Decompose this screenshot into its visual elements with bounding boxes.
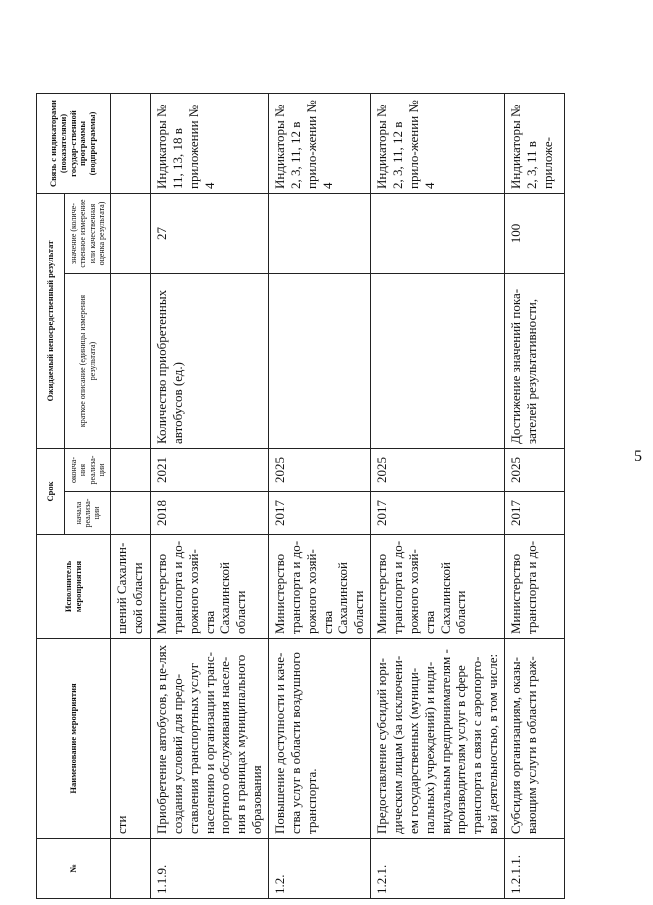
row-name: Повышение доступности и каче-ства услуг в области воздушного транспорта. [269, 639, 371, 839]
row-start: 2018 [151, 492, 269, 535]
row-num: 1.2.1. [371, 839, 505, 899]
row-result-value [371, 194, 505, 274]
row-result-desc [269, 274, 371, 449]
row-result-value: 100 [505, 194, 565, 274]
row-executor: Министерство транспорта и до-рожного хозяй-ства Сахалинской области [269, 535, 371, 639]
row-num [111, 839, 151, 899]
row-result-value: 27 [151, 194, 269, 274]
row-result-value [111, 194, 151, 274]
header-link: Связь с индикаторами (показателями) государ-ственной программы (подпрограммы) [37, 94, 111, 194]
header-term-start: начала реализа-ции [65, 492, 111, 535]
row-result-desc: Количество приобретенных автобусов (ед.) [151, 274, 269, 449]
row-executor: Министерство транспорта и до-рожного хозяй-ства Сахалинской области [371, 535, 505, 639]
table-row [371, 94, 505, 899]
measures-table [36, 93, 565, 899]
row-link [111, 94, 151, 194]
row-start: 2017 [505, 492, 565, 535]
row-num: 1.1.9. [151, 839, 269, 899]
row-name: Предоставление субсидий юри-дическим лицам (за исключени-ем государственных (муници-пальных) учреждений) и инди-видуальным предпринимателям - производителям услуг в сфере транспорта в связи с аэропорто-вой деятельностью, в том числе: [371, 639, 505, 839]
row-executor: шений Сахалин-ской области [111, 535, 151, 639]
row-link: Индикаторы № 11, 13, 18 в приложении № 4 [151, 94, 269, 194]
row-link: Индикаторы № 2, 3, 11 в приложе- [505, 94, 565, 194]
header-name: Наименование мероприятия [37, 639, 111, 839]
row-end [111, 449, 151, 492]
row-start [111, 492, 151, 535]
row-name: Приобретение автобусов, в це-лях создания условий для предо-ставления транспортных услуг населению и организации транс-портного обслуживания населе-ния в границах муниципального образования [151, 639, 269, 839]
row-num: 1.2. [269, 839, 371, 899]
row-result-value [269, 194, 371, 274]
row-start: 2017 [371, 492, 505, 535]
row-result-desc [111, 274, 151, 449]
row-executor: Министерство транспорта и до- [505, 535, 565, 639]
table-row [269, 94, 371, 899]
table-row [505, 94, 565, 899]
header-term: Срок [37, 449, 65, 535]
header-result: Ожидаемый непосредственный результат [37, 194, 65, 449]
page-number: 5 [634, 448, 642, 465]
row-result-desc: Достижение значений пока-зателей результативности, [505, 274, 565, 449]
header-result-value: значение (количе-ственное измерение или качественная оценка результата) [65, 194, 111, 274]
table-row [111, 94, 151, 899]
row-executor: Министерство транспорта и до-рожного хозяй-ства Сахалинской области [151, 535, 269, 639]
row-name: сти [111, 639, 151, 839]
row-num: 1.2.1.1. [505, 839, 565, 899]
header-result-desc: краткое описание (единицы измерения результата) [65, 274, 111, 449]
row-end: 2021 [151, 449, 269, 492]
row-end: 2025 [269, 449, 371, 492]
row-name: Субсидия организациям, оказы-вающим услуги в области граж- [505, 639, 565, 839]
row-result-desc [371, 274, 505, 449]
header-num: № [37, 839, 111, 899]
header-term-end: оконча-ния реализа-ции [65, 449, 111, 492]
row-end: 2025 [371, 449, 505, 492]
row-link: Индикаторы № 2, 3, 11, 12 в прило-жении № 4 [269, 94, 371, 194]
row-end: 2025 [505, 449, 565, 492]
header-executor: Исполнитель мероприятия [37, 535, 111, 639]
table-row [151, 94, 269, 899]
row-start: 2017 [269, 492, 371, 535]
row-link: Индикаторы № 2, 3, 11, 12 в прило-жении № 4 [371, 94, 505, 194]
